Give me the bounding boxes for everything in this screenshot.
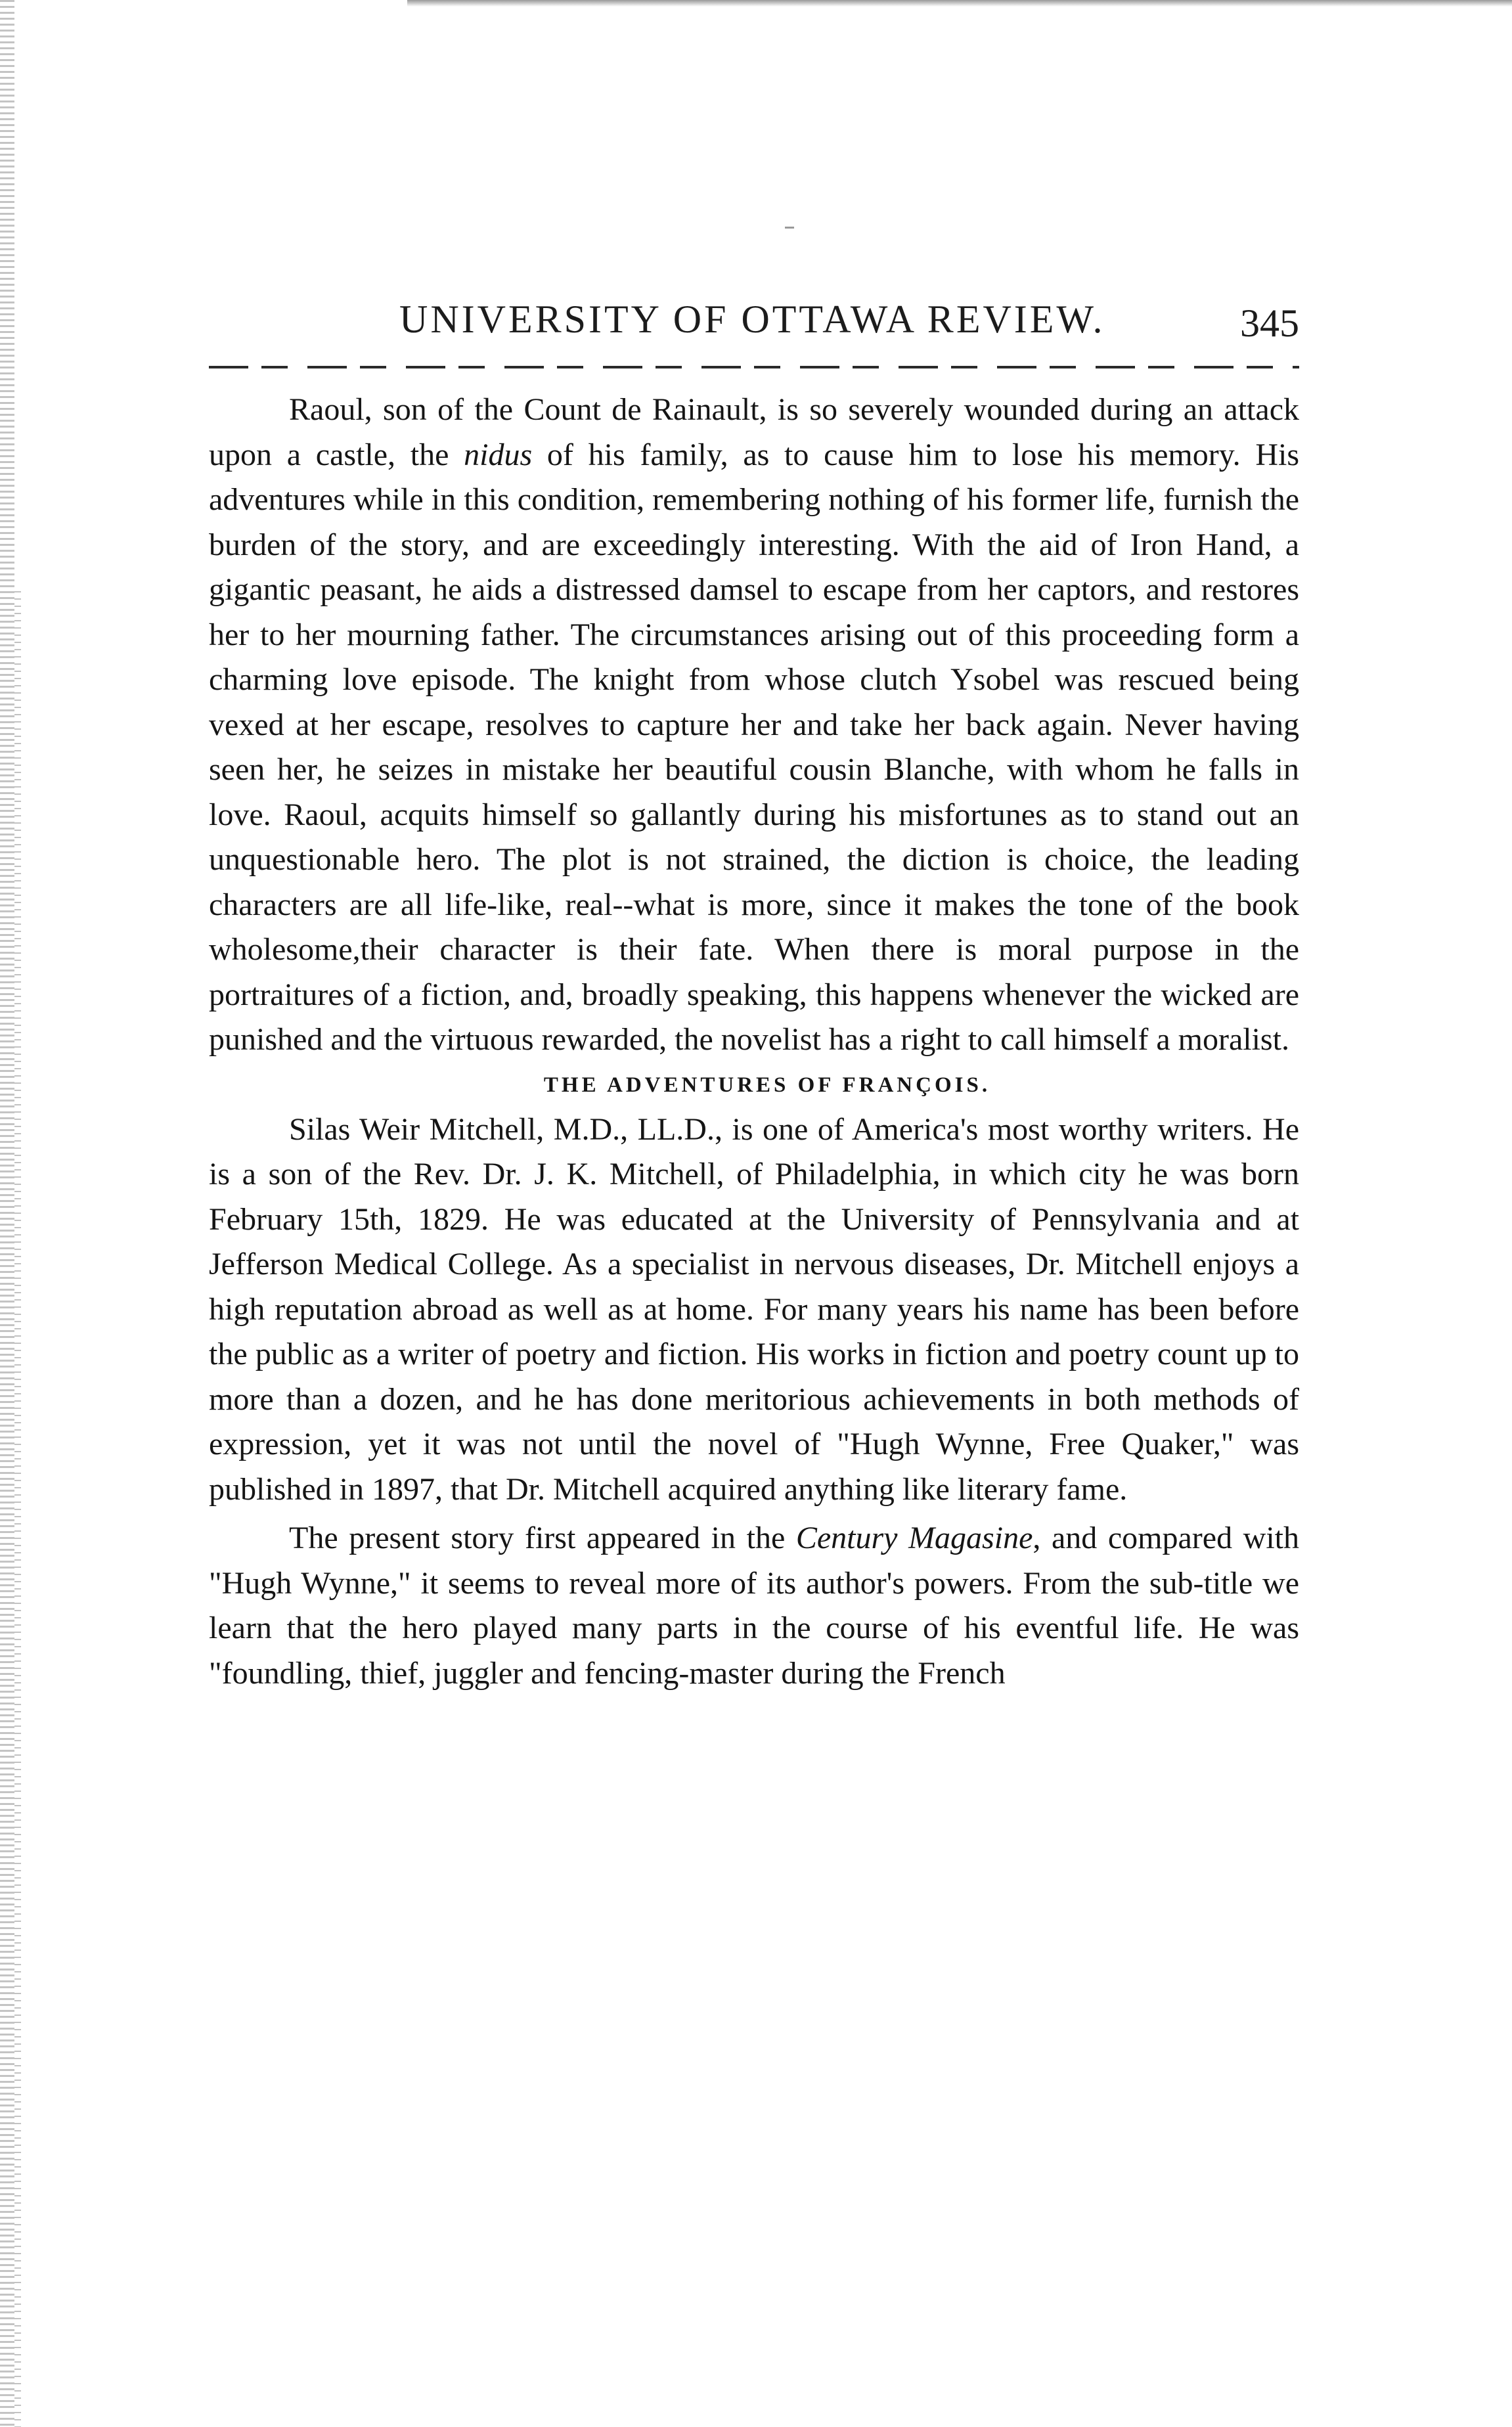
scan-edge-left xyxy=(0,0,14,2427)
italic-term: nidus xyxy=(464,437,533,472)
page-number: 345 xyxy=(1240,301,1299,345)
scan-edge-left-inner xyxy=(14,591,21,2427)
page-header xyxy=(209,297,1299,349)
paragraph-text: The present story first appeared in the xyxy=(289,1521,796,1555)
running-head: UNIVERSITY OF OTTAWA REVIEW. xyxy=(399,298,1105,341)
section-heading: THE ADVENTURES OF FRANÇOIS. xyxy=(543,1073,991,1097)
print-mark xyxy=(785,227,794,229)
paragraph-text: , and compared with "Hugh Wynne," it seems to reveal more of its author's powers. From the sub-title we learn that the hero played many parts in the course of his eventful life. He was "foundling, thief, juggler and fencing-master during the French xyxy=(209,1521,1300,1691)
paragraph-text: Raoul, son of the Count de Rainault, is so severely wounded during an attack upon a castle, the xyxy=(209,392,1299,472)
paragraph-mitchell-bio: Silas Weir Mitchell, M.D., LL.D., is one of America's most worthy writers. He is a son of the Rev. Dr. J. K. Mitchell, of Philadelphia, in which city he was born February 15th, 1829. He was educated at the University of Pennsylvania and at Jefferson Medical College. As a specialist in nervous diseases, Dr. Mitchell enjoys a high reputation abroad as well as at home. For many years his name has been before the public as a writer of poetry and fiction. His works in fiction and poetry count up to more than a dozen, and he has done meritorious achievements in both methods of expression, yet it was not until the novel of "Hugh Wynne, Free Quaker," was published in 1897, that Dr. Mitchell acquired anything like literary fame. xyxy=(209,1111,1299,1507)
scan-edge-top xyxy=(407,0,1512,7)
paragraph-text: of his family, as to cause him to lose his memory. His adventures while in this condition, remembering nothing of his former life, furnish the burden of the story, and are exceedingly interesting. With the aid of Iron Hand, a gigantic peasant, he aids a distressed damsel to escape from her captors, and restores her to her mourning father. The circumstances arising out of this proceeding form a charming love episode. The knight from whose clutch Ysobel was rescued being vexed at her escape, resolves to capture her and take her back again. Never having seen her, he seizes in mistake her beautiful cousin Blanche, with whom he falls in love. Raoul, acquits himself so gallantly during his misfortunes as to stand out an unquestionable hero. The plot is not strained, the diction is choice, the leading characters are all life-like, real--what is more, since it makes the tone of the book wholesome,their character is their fate. When there is moral purpose in the portraitures of a fiction, and, broadly speaking, this happens whenever the wicked are punished and the virtuous rewarded, the novelist has a right to call himself a moralist. xyxy=(209,437,1299,1057)
italic-magazine-title: Century Magasine xyxy=(795,1521,1033,1555)
header-rule xyxy=(209,366,1299,368)
article-body xyxy=(209,388,1299,1696)
paragraph-present-story xyxy=(209,1516,1299,1696)
paragraph-raoul xyxy=(209,388,1299,1063)
